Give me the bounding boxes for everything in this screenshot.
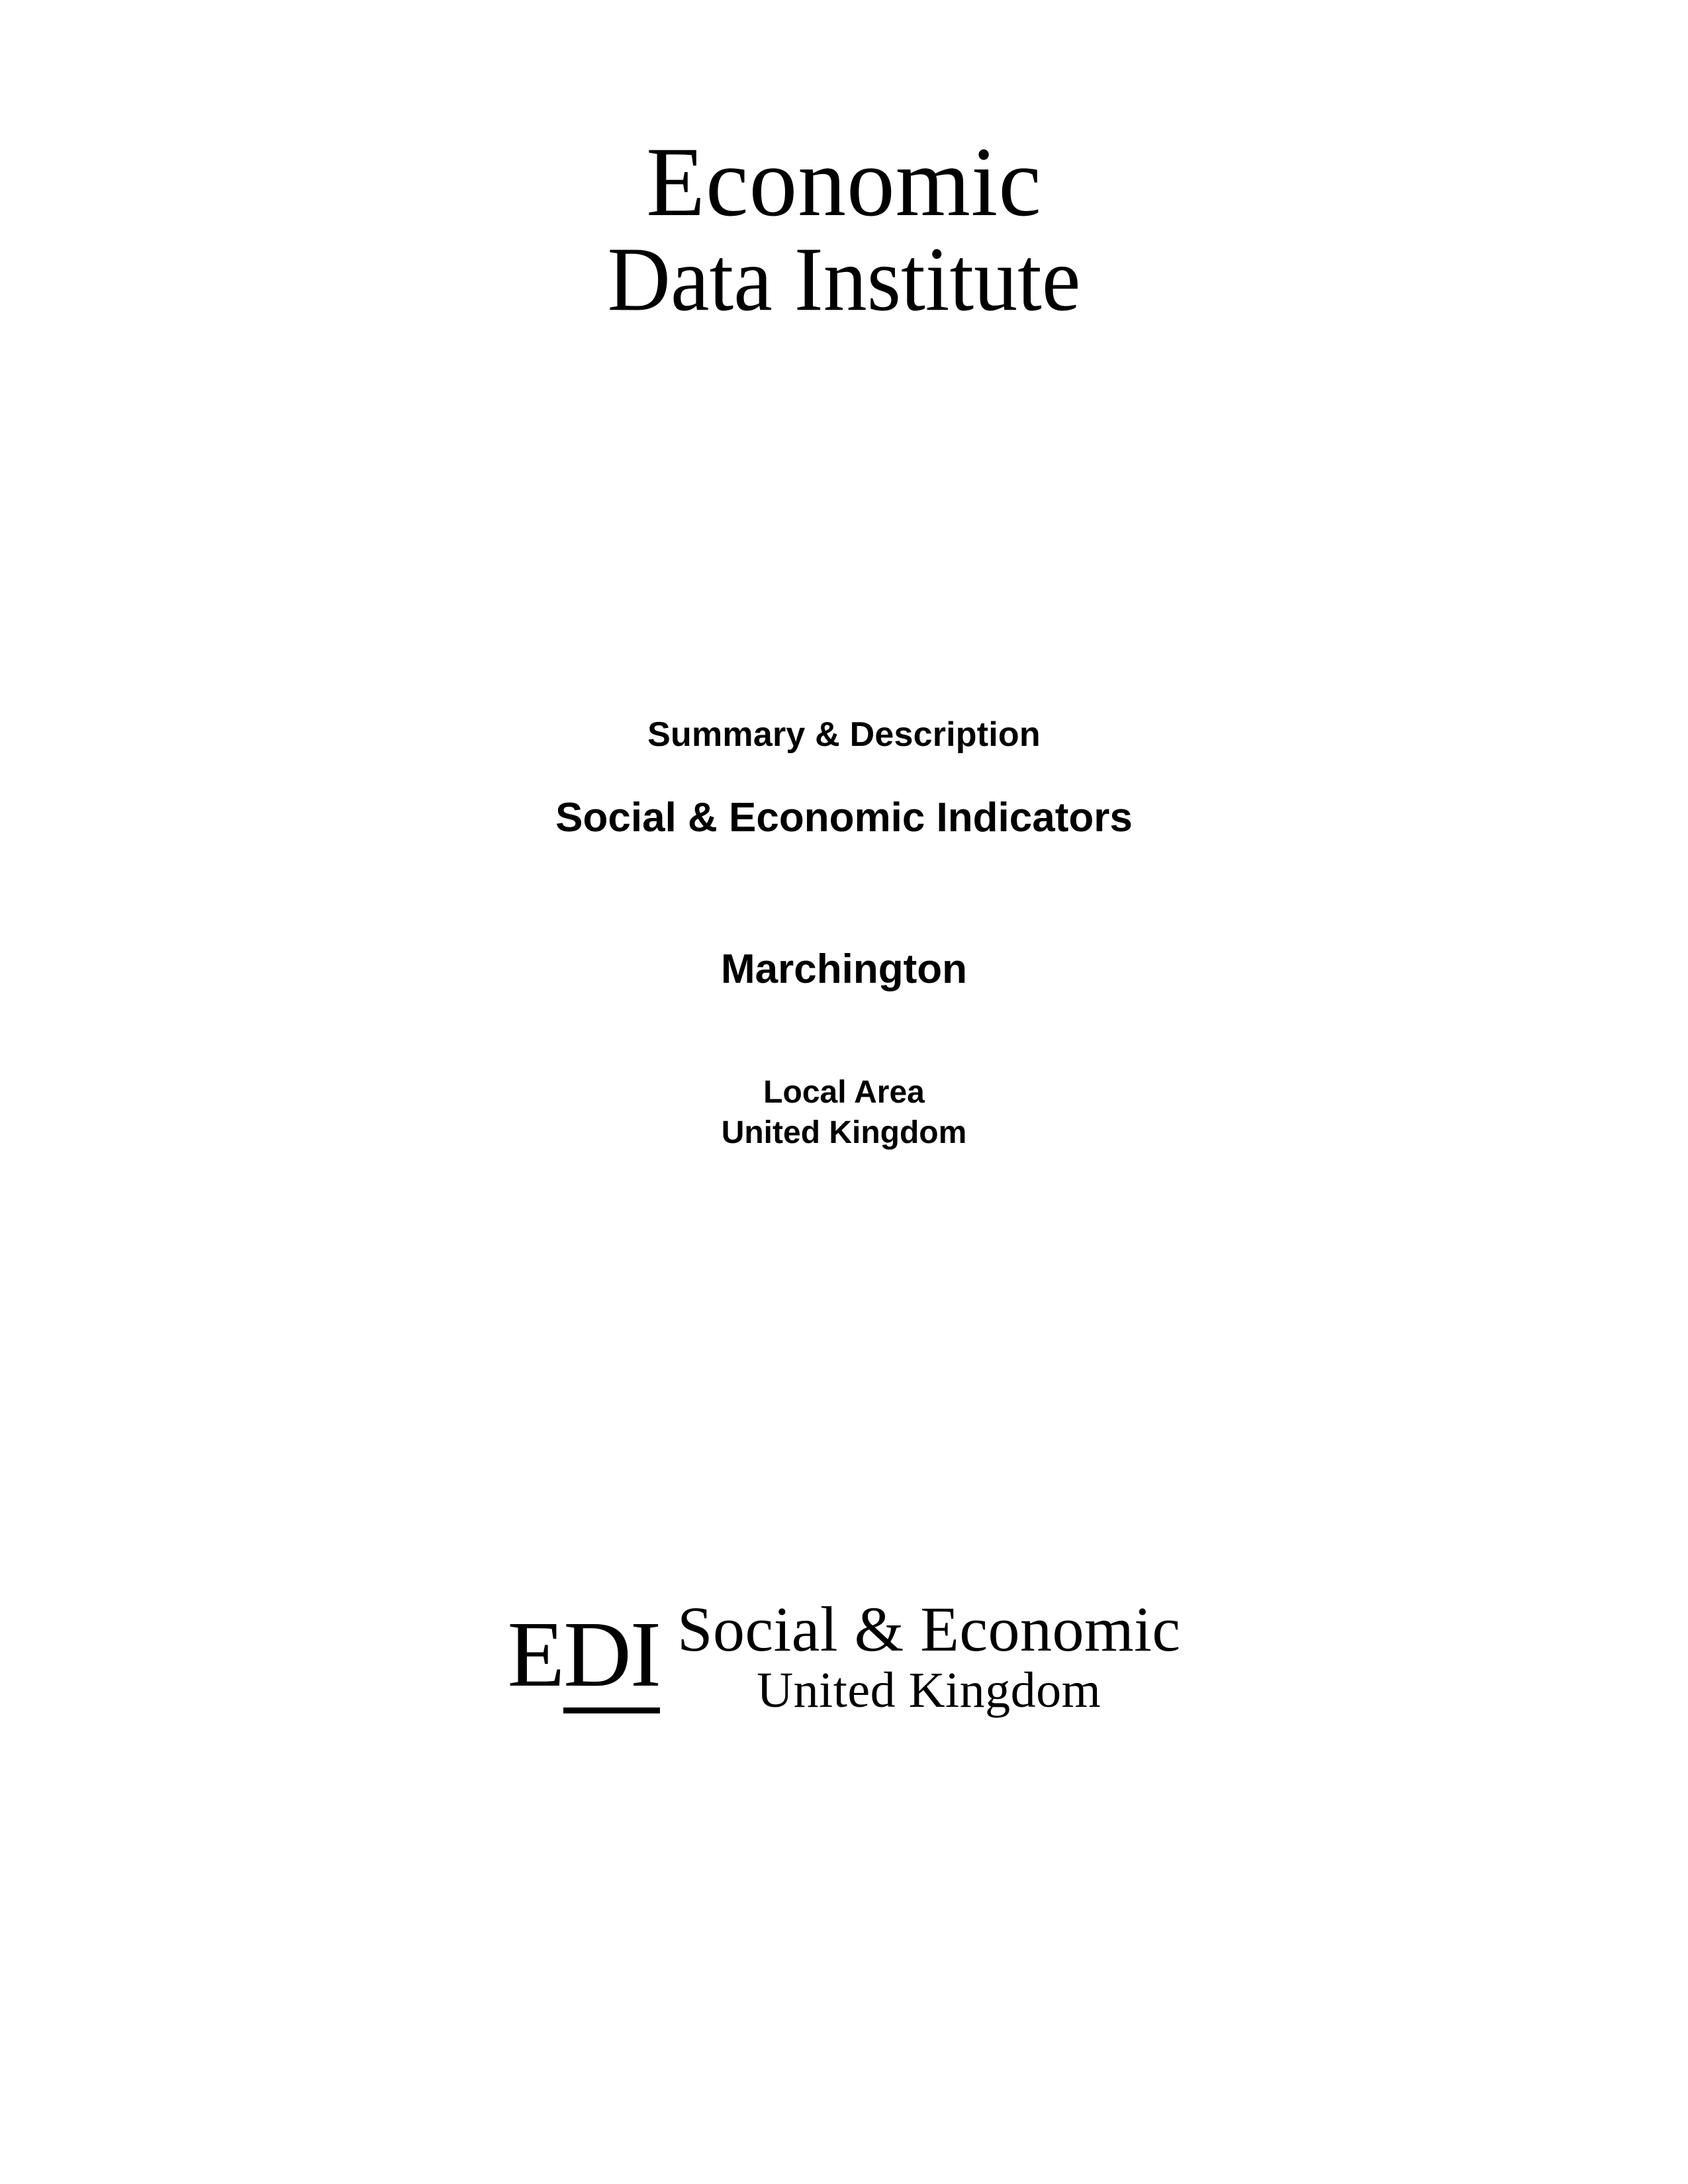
masthead-line-data-institute: Data Institute (607, 228, 1081, 330)
masthead-line-economic: Economic (646, 127, 1042, 237)
masthead-logo (0, 127, 1688, 330)
geography-country: United Kingdom (721, 1115, 967, 1151)
edi-monogram (507, 1602, 678, 1706)
edi-monogram-di: DI (563, 1602, 660, 1713)
edi-wordmark-top: Social & Economic (677, 1594, 1181, 1664)
geography-level: Local Area (763, 1075, 925, 1110)
cover-title-block (0, 715, 1688, 1154)
edi-footer-logo (0, 1594, 1688, 1718)
area-name: Marchington (721, 946, 967, 992)
edi-wordmark-bottom: United Kingdom (757, 1662, 1102, 1718)
document-title: Social & Economic Indicators (555, 795, 1133, 841)
document-subtitle: Summary & Description (647, 715, 1041, 754)
edi-monogram-e: E (507, 1602, 564, 1706)
geography-block (0, 1072, 1688, 1154)
edi-wordmark (677, 1594, 1181, 1718)
